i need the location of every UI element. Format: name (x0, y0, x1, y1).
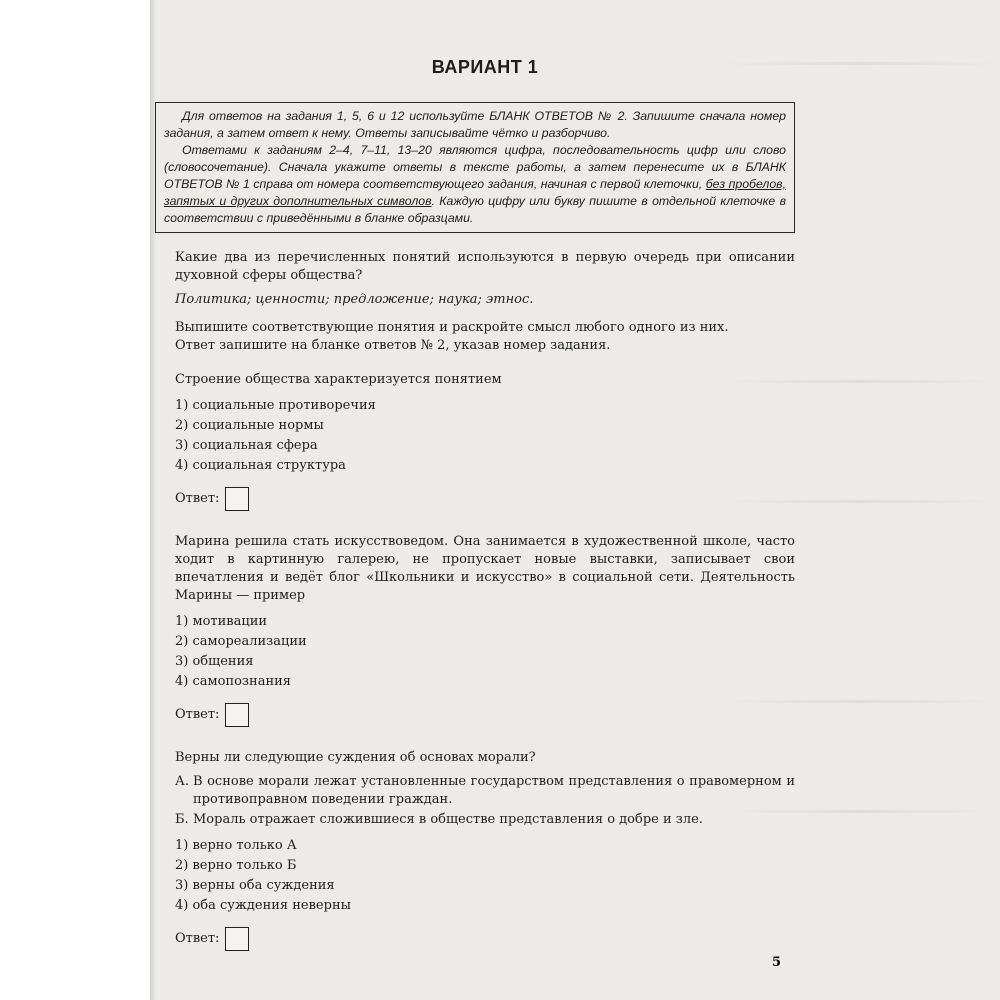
option: 3) общения (175, 654, 254, 669)
question-1-text: Какие два из перечисленных понятий используются в первую очередь при описании духовной сферы общества? (175, 250, 795, 283)
option: 1) верно только А (175, 838, 297, 853)
answer-box[interactable] (225, 487, 249, 511)
question-4-answer (175, 927, 795, 951)
question-4 (175, 749, 795, 951)
question-2-options (175, 397, 795, 475)
option: 4) оба суждения неверны (175, 898, 351, 913)
option: 2) самореализации (175, 634, 307, 649)
question-2-answer (175, 487, 795, 511)
option: 3) социальная сфера (175, 438, 318, 453)
option: 3) верны оба суждения (175, 878, 335, 893)
statement-key: А. (175, 774, 189, 789)
question-3-options (175, 613, 795, 691)
statement-text: В основе морали лежат установленные государством представления о правомерном и противоправном поведении граждан. (193, 774, 795, 807)
instructions-box (155, 102, 795, 233)
question-4-text: Верны ли следующие суждения об основах морали? (175, 750, 536, 765)
option: 2) верно только Б (175, 858, 297, 873)
option: 4) самопознания (175, 674, 291, 689)
option: 4) социальная структура (175, 458, 346, 473)
instructions-underlined: без пробелов, запятых и других дополнительных символов (164, 177, 787, 208)
question-3-text: Марина решила стать искусствоведом. Она занимается в художественной школе, часто ходит в картинную галерею, не пропускает новые выставки, записывает свои впечатления и ведёт блог «Школьники и искусство» в социальной сети. Деятельность Марины — пример (175, 534, 795, 603)
page-number: 5 (772, 955, 782, 970)
instructions-paragraph-1: Для ответов на задания 1, 5, 6 и 12 используйте БЛАНК ОТВЕТОВ № 2. Запишите сначала номер задания, а затем ответ к нему. Ответы записывайте чётко и разборчиво. (164, 109, 786, 140)
answer-label: Ответ: (175, 491, 220, 506)
answer-box[interactable] (225, 703, 249, 727)
option: 1) социальные противоречия (175, 398, 376, 413)
answer-box[interactable] (225, 927, 249, 951)
question-2-text: Строение общества характеризуется понятием (175, 372, 502, 387)
option: 2) социальные нормы (175, 418, 324, 433)
question-4-options (175, 837, 795, 915)
question-1-task: Выпишите соответствующие понятия и раскройте смысл любого одного из них. (175, 320, 729, 335)
instructions-text: Ответами к заданиям 2–4, 7–11, 13–20 являются цифра, последовательность цифр или слово (словосочетание). Сначала укажите ответы в тексте работы, а затем перенесите их в БЛАНК ОТВЕТОВ № 1 справа от номера соответствующего задания, начиная с первой клеточки, (164, 143, 786, 191)
book-page (150, 0, 1000, 1000)
question-1 (175, 249, 795, 355)
answer-label: Ответ: (175, 931, 220, 946)
instructions-paragraph-2 (164, 142, 786, 227)
statement-text: Мораль отражает сложившиеся в обществе представления о добре и зле. (193, 812, 703, 827)
answer-label: Ответ: (175, 707, 220, 722)
question-3-answer (175, 703, 795, 727)
question-3 (175, 533, 795, 727)
statement-b (175, 811, 795, 829)
question-2 (175, 371, 795, 511)
page-content (164, 50, 795, 951)
statement-key: Б. (175, 812, 189, 827)
question-1-concepts: Политика; ценности; предложение; наука; этнос. (175, 292, 534, 307)
variant-title: ВАРИАНТ 1 (431, 57, 539, 77)
question-1-task-note: Ответ запишите на бланке ответов № 2, указав номер задания. (175, 338, 611, 353)
instructions-text: . Каждую цифру или букву пишите в отдельной клеточке в соответствии с приведёнными в бланке образцами. (164, 194, 786, 225)
statement-a (175, 773, 795, 809)
option: 1) мотивации (175, 614, 268, 629)
